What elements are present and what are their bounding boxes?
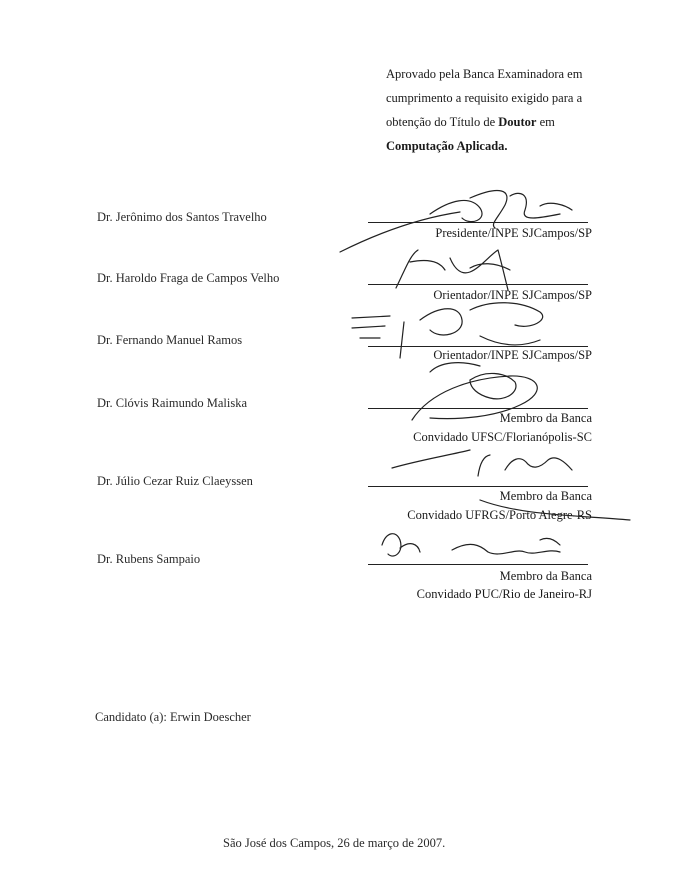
approval-line-4	[386, 134, 582, 158]
member-role: Orientador/INPE SJCampos/SP	[433, 348, 592, 362]
signature-line	[368, 408, 588, 409]
member-role: Membro da Banca	[499, 569, 592, 583]
member-name: Dr. Rubens Sampaio	[97, 552, 201, 566]
member-name: Dr. Fernando Manuel Ramos	[97, 333, 243, 347]
signature-line	[368, 564, 588, 565]
approval-line-3-prefix: obtenção do Título de	[386, 115, 496, 129]
approval-line-2: cumprimento a requisito exigido para a	[386, 91, 583, 105]
signature-line	[368, 346, 588, 347]
approval-line-1: Aprovado pela Banca Examinadora em	[386, 67, 583, 81]
member-name: Dr. Jerônimo dos Santos Travelho	[97, 210, 267, 224]
signature-line	[368, 222, 588, 223]
program-name: Computação Aplicada.	[386, 139, 508, 153]
member-name: Dr. Clóvis Raimundo Maliska	[97, 396, 247, 410]
signature-line	[368, 284, 588, 285]
member-affiliation: Convidado PUC/Rio de Janeiro-RJ	[416, 587, 592, 601]
member-name: Dr. Júlio Cezar Ruiz Claeyssen	[97, 474, 253, 488]
candidate-name: Candidato (a): Erwin Doescher	[95, 710, 251, 724]
member-role: Orientador/INPE SJCampos/SP	[433, 288, 592, 302]
degree-title: Doutor	[498, 115, 537, 129]
member-affiliation: Convidado UFSC/Florianópolis-SC	[413, 430, 592, 444]
place-date: São José dos Campos, 26 de março de 2007.	[223, 836, 446, 850]
approval-line-3-suffix: em	[539, 115, 555, 129]
approval-line-3	[386, 110, 582, 134]
member-role: Membro da Banca	[499, 411, 592, 425]
member-name: Dr. Haroldo Fraga de Campos Velho	[97, 271, 280, 285]
signature-line	[368, 486, 588, 487]
member-role: Presidente/INPE SJCampos/SP	[435, 226, 592, 240]
signature-6	[382, 534, 560, 556]
member-role: Membro da Banca	[499, 489, 592, 503]
member-affiliation: Convidado UFRGS/Porto Alegre-RS	[407, 508, 592, 522]
approval-statement	[386, 62, 582, 158]
